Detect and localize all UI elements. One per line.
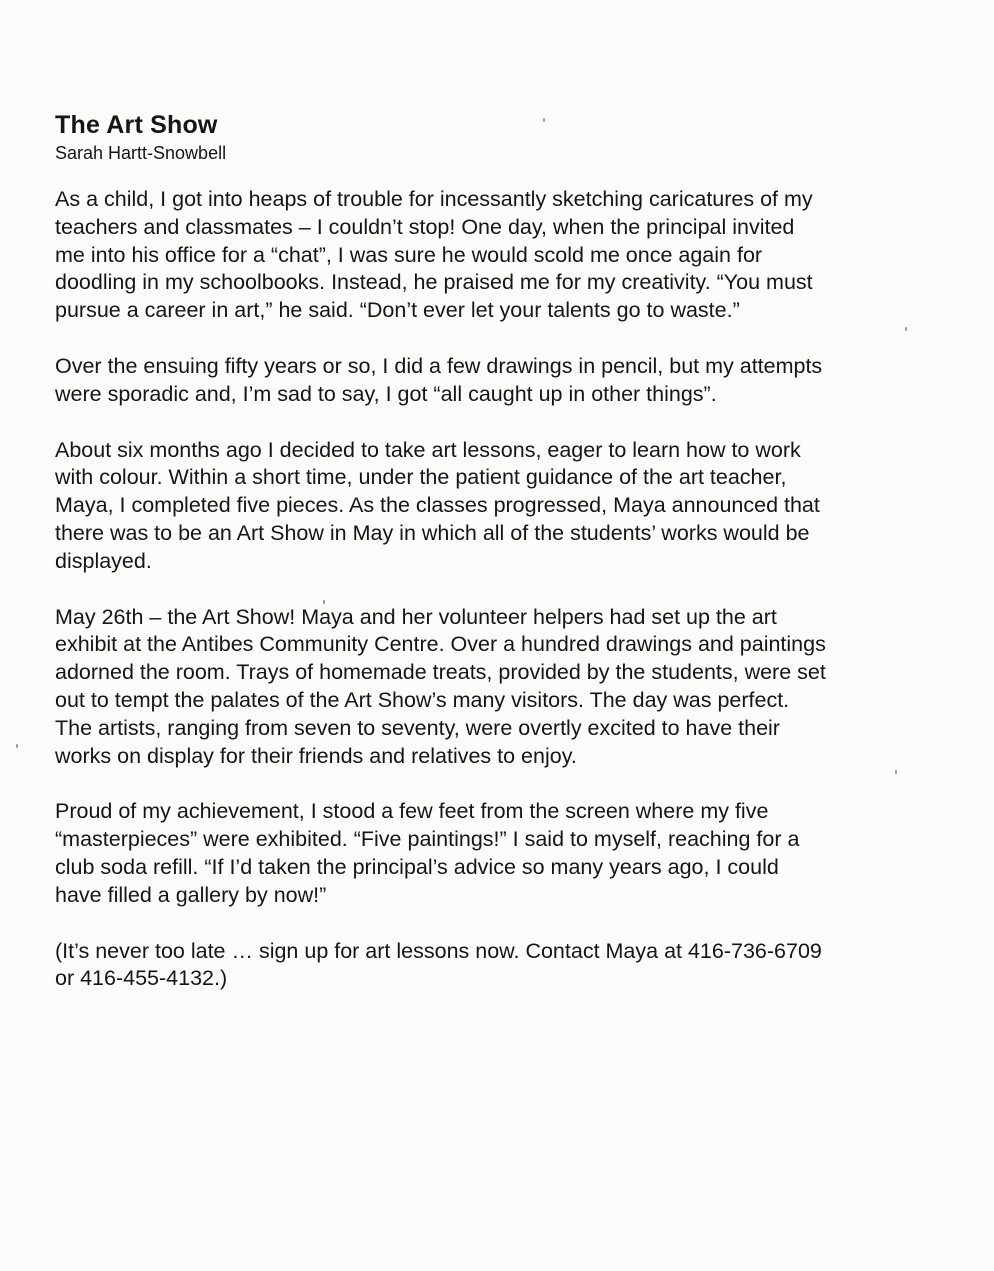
article-body xyxy=(55,186,960,993)
paragraph-art-lessons: About six months ago I decided to take art lessons, eager to learn how to work with colour. Within a short time, under the patient guidance of the art teacher, Maya, I completed five pieces. As the classes progressed, Maya announced that there was to be an Art Show in May in which all of the students’ works would be displayed. xyxy=(55,437,820,573)
paragraph-childhood: As a child, I got into heaps of trouble for incessantly sketching caricatures of my teachers and classmates – I couldn’t stop! One day, when the principal invited me into his office for a “chat”, I was sure he would scold me once again for doodling in my schoolbooks. Instead, he praised me for my creativity. “You must pursue a career in art,” he said. “Don’t ever let your talents go to waste.” xyxy=(55,187,813,323)
paragraph-achievement: Proud of my achievement, I stood a few feet from the screen where my five “masterpieces” were exhibited. “Five paintings!” I said to myself, reaching for a club soda refill. “If I’d taken the principal’s advice so many years ago, I could have filled a gallery by now!” xyxy=(55,799,800,907)
paragraph-fifty-years: Over the ensuing fifty years or so, I did a few drawings in pencil, but my attempts were sporadic and, I’m sad to say, I got “all caught up in other things”. xyxy=(55,353,823,406)
paragraph-art-show: May 26th – the Art Show! Maya and her volunteer helpers had set up the art exhibit at the Antibes Community Centre. Over a hundred drawings and paintings adorned the room. Trays of homemade treats, provided by the students, were set out to tempt the palates of the Art Show’s many visitors. The day was perfect. The artists, ranging from seven to seventy, were overtly excited to have their works on display for their friends and relatives to enjoy. xyxy=(55,604,826,768)
article-author: Sarah Hartt-Snowbell xyxy=(55,143,227,163)
paragraph-contact: (It’s never too late … sign up for art lessons now. Contact Maya at 416-736-6709 or 416-455-4132.) xyxy=(55,938,822,991)
article xyxy=(55,110,960,1021)
article-title: The Art Show xyxy=(55,111,218,139)
scan-speck xyxy=(16,744,18,748)
